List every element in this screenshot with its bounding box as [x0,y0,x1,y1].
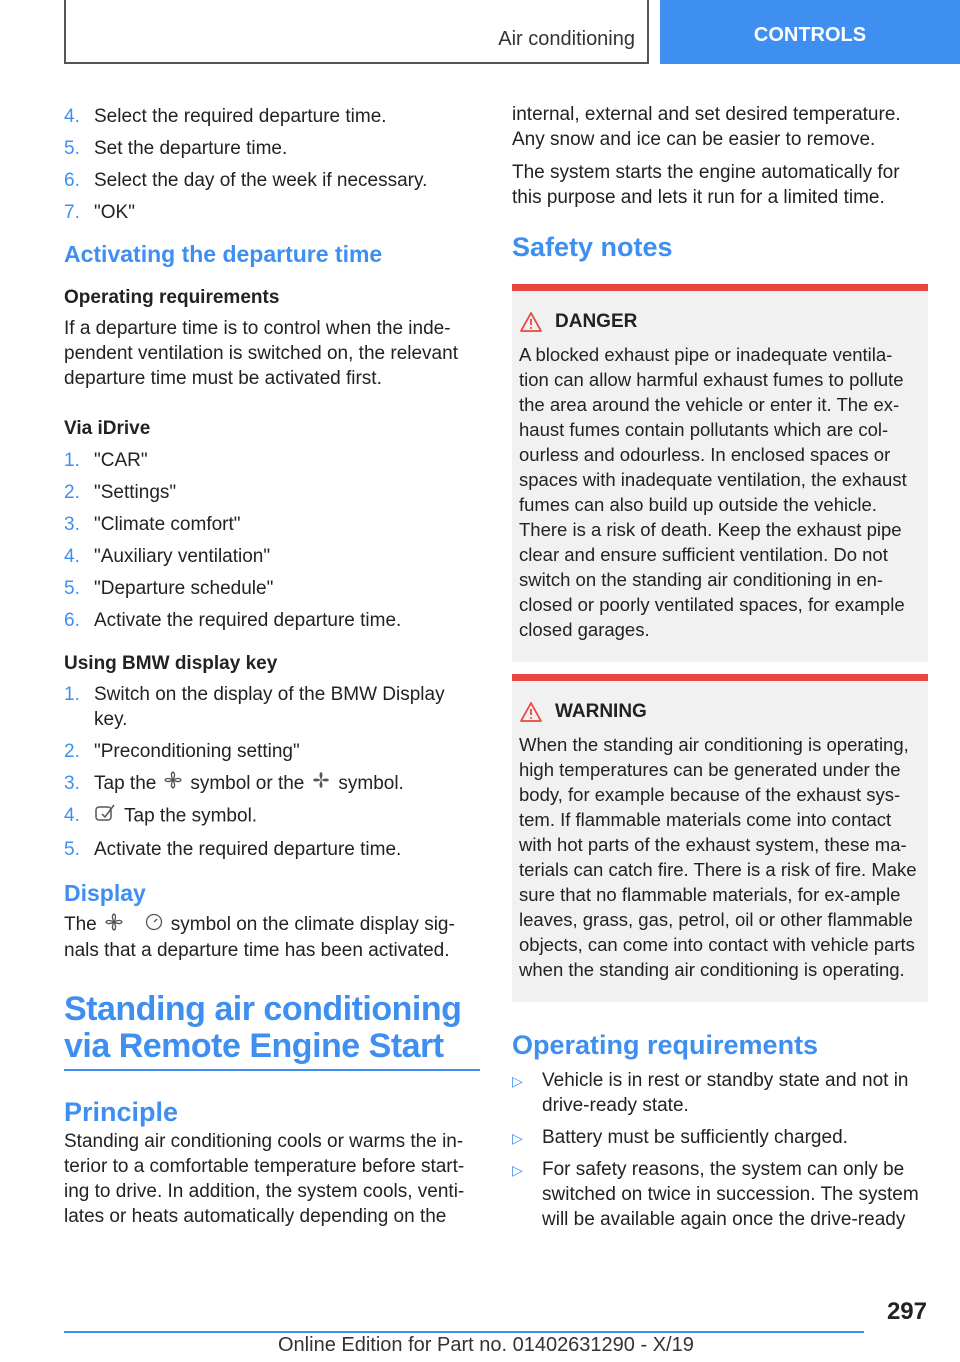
list-item: ▷ For safety reasons, the system can only be switched on twice in succession. The system will be available again once the drive-ready [512,1159,919,1230]
footer-rule [64,1331,864,1333]
warning-text: When the standing air conditioning is operating, high temperatures can be generated under the body, for example because of the exhaust sys-tem. If flammable materials come into contact with hot parts of the exhaust system, these ma-terials can catch fire. There is a risk of fire. Make sure that no flammable materials, for ex-ample leaves, grass, gas, petrol, oil or other flammable objects, can come into contact with vehicle parts when the standing air conditioning is operating. [519,734,917,980]
list-item: 4. "Auxiliary ventilation" [64,546,271,567]
fan-bold-icon [312,771,330,796]
clock-icon [145,913,163,938]
continued-text: internal, external and set desired temperature. Any snow and ice can be easier to remove. [512,104,901,150]
list-item: 5. Activate the required departure time. [64,839,402,861]
idrive-steps-list [64,448,480,633]
danger-text: A blocked exhaust pipe or inadequate ventila-tion can allow harmful exhaust fumes to pollute the area around the vehicle or enter it. The ex-haust fumes contain pollutants which are col-ourless and odourless. In enclosed spaces or spaces with inadequate ventilation, the exhaust fumes can also build up outside the vehicle. There is a risk of death. Keep the exhaust pipe clear and ensure sufficient ventilation. Do not switch on the standing air conditioning in en-closed or poorly ventilated spaces, for example closed garages. [519,344,907,640]
display-heading: Display [64,880,146,907]
op-req-heading: Operating requirements [512,1030,819,1060]
principle-text: Standing air conditioning cools or warms the in-terior to a comfortable temperature before start-ing to drive. In addition, the system cools, venti-lates or heats automatically depending on the [64,1130,465,1227]
warning-title: WARNING [519,699,921,724]
list-item: 5. "Departure schedule" [64,578,274,599]
safety-heading: Safety notes [512,232,673,262]
section-title: Air conditioning [498,28,635,50]
danger-title: DANGER [519,309,921,334]
list-item: 4. Tap the symbol. [64,803,480,830]
display-key-label: Using BMW display key [64,653,278,674]
list-item: 2. "Preconditioning setting" [64,741,300,762]
chapter-tab[interactable]: CONTROLS [660,0,960,64]
list-item: 7. "OK" [64,202,135,223]
list-item: 2. "Settings" [64,482,177,503]
list-item: 3. "Climate comfort" [64,514,241,535]
standing-heading: Standing air conditioning via Remote Engine Start [64,989,462,1065]
warning-triangle-icon [519,311,543,333]
op-req-list [512,1068,928,1232]
principle-heading: Principle [64,1096,179,1127]
list-item: ▷ Battery must be sufficiently charged. [512,1127,848,1148]
display-key-steps-list [64,682,480,862]
steps-top-list [64,104,480,225]
warning-triangle-icon [519,701,543,723]
confirm-box-icon [94,803,116,830]
left-column [64,102,480,1229]
fan-icon [164,771,182,796]
list-item: 5. Set the departure time. [64,138,288,159]
list-item: 1. Switch on the display of the BMW Display key. [64,684,445,730]
list-item: ▷ Vehicle is in rest or standby state and not in drive-ready state. [512,1070,909,1116]
list-item: 6. Select the day of the week if necessary. [64,170,428,191]
right-column [512,102,928,1239]
list-item: 6. Activate the required departure time. [64,610,402,631]
engine-start-text: The system starts the engine automatically for this purpose and lets it run for a limited time. [512,162,900,208]
via-idrive-label: Via iDrive [64,418,151,439]
page-number: 297 [886,1298,927,1325]
list-item: 3. Tap the symbol or the symbol. [64,771,480,796]
edition-text: Online Edition for Part no. 01402631290 - X/19 [278,1334,694,1356]
activating-heading: Activating the departure time [64,241,383,267]
op-req-text: If a departure time is to control when the inde-pendent ventilation is switched on, the relevant departure time must be activated first. [64,318,458,389]
heading-rule [64,1069,480,1071]
fan-icon [105,913,123,938]
warning-notice [512,674,928,1002]
display-text: The symbol on the climate display sig-nals that a departure time has been activated. [64,914,455,961]
danger-notice [512,284,928,662]
list-item: 1. "CAR" [64,450,148,471]
list-item: 4. Select the required departure time. [64,106,387,127]
op-req-label: Operating requirements [64,287,280,308]
